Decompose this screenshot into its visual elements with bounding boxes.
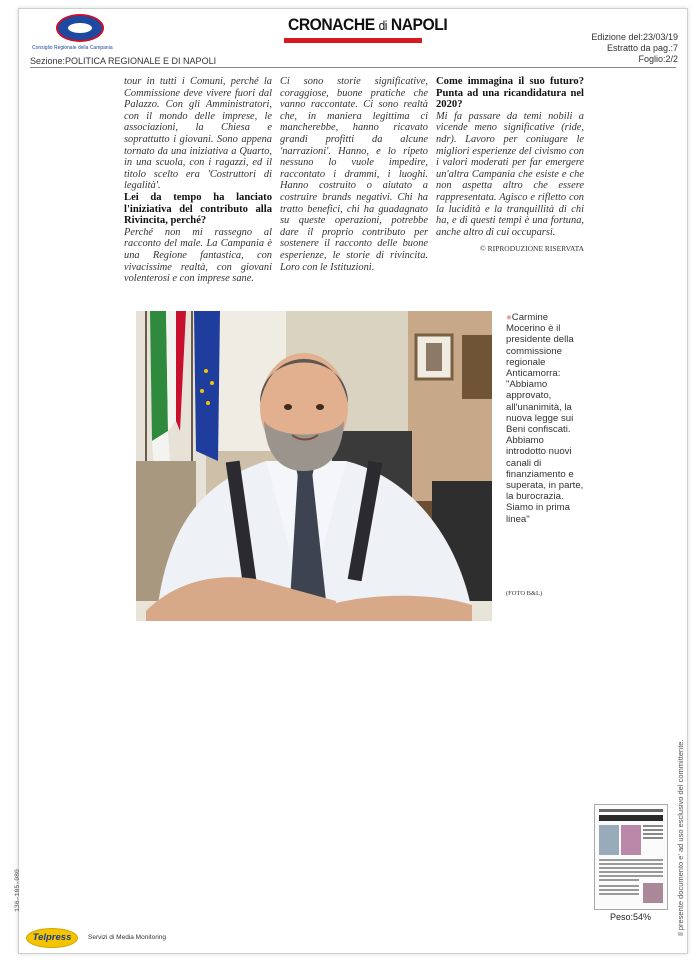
sheet-number: Foglio:2/2 — [638, 54, 678, 64]
masthead-city: NAPOLI — [390, 15, 448, 34]
section-label: Sezione:POLITICA REGIONALE E DI NAPOLI — [30, 56, 217, 66]
masthead-red-bar — [284, 38, 422, 43]
newspaper-masthead — [288, 15, 447, 35]
paragraph: Ci sono storie significative, coraggiose, buone pratiche che vanno raccontate. Ci sono realtà che, in maniera legittima ci mancherebbe, hanno ricavato grandi profitti da alcune 'narrazioni'. Hanno, e lo ripeto nessuno lo vuole impedire, raccontato i drammi, i luoghi. Hanno costruito o aiutato a costruire brands negativi. Chi ha tratto benefici, chi ha guadagnato su queste operazioni, potrebbe dare il proprio contributo per sostenere il racconto delle buone esperienze, le storie di rivincita. Loro con le Istituzioni. — [280, 76, 428, 273]
portrait-illustration — [136, 311, 492, 621]
edition-meta — [591, 32, 678, 65]
weight-percentage: Peso:54% — [610, 912, 652, 922]
document-code: 136-105-080 — [14, 869, 21, 912]
telpress-tagline: Servizi di Media Monitoring — [88, 934, 167, 941]
interview-question: Come immagina il suo futuro? Punta ad una ricandidatura nel 2020? — [436, 76, 584, 111]
paragraph: tour in tutti i Comuni, perché la Commissione deve vivere fuori dal Palazzo. Con gli Amministratori, con il mondo delle imprese, le associazioni, la Chiesa e soprattutto i giovani. Sono appena tornato da una iniziativa a Quarto, in una scuola, con i ragazzi, ed il titolo scelto era 'Costruttori di legalità'. — [124, 76, 272, 192]
edition-date: Edizione del:23/03/19 — [591, 32, 678, 42]
logo-caption: Consiglio Regionale della Campania — [32, 45, 113, 51]
telpress-logo: Telpress — [26, 928, 78, 948]
paragraph: Mi fa passare da temi nobili a vicende meno significative (ride, ndr). Lavoro per coniugare le migliori esperienze del civismo con i valori moderati per far emergere un'altra Campania che esiste e che non aspetta altro che essere rappresentata. Agisco e rifletto con la lucidità e la tranquillità di chi ha, e di questi tempi è una fortuna, anche altro di cui occuparsi. — [436, 110, 584, 238]
caption-bullet-icon: ● — [506, 312, 512, 323]
article-column-2 — [280, 76, 428, 273]
masthead-main: CRONACHE — [288, 15, 375, 34]
photo-credit: (FOTO B&L) — [506, 590, 543, 597]
regional-council-emblem-icon — [56, 14, 104, 42]
usage-notice: Il presente documento e' ad uso esclusivo del committente. — [676, 739, 685, 936]
thumbnail-illustration — [595, 805, 667, 909]
paragraph: Perché non mi rassegno al racconto del male. La Campania è una Regione fantastica, con vivacissime realtà, con giovani volenterosi e con imprese sane. — [124, 226, 272, 285]
interview-question: Lei da tempo ha lanciato l'iniziativa del contributo alla Rivincita, perché? — [124, 191, 272, 227]
page-thumbnail — [594, 804, 668, 910]
photo-caption — [506, 312, 586, 525]
portrait-photo — [136, 311, 492, 621]
extract-page: Estratto da pag.:7 — [606, 43, 678, 53]
header-divider — [30, 67, 676, 68]
caption-text: Carmine Mocerino è il presidente della commissione regionale Anticamorra: "Abbiamo approvato, all'unanimità, la nuova legge sui Beni confiscati. Abbiamo introdotto nuovi canali di finanziamento e superata, in parte, la burocrazia. Siamo in prima linea" — [506, 312, 584, 525]
masthead-di: di — [378, 18, 387, 33]
article-column-3 — [436, 76, 584, 255]
article-column-1 — [124, 76, 272, 285]
copyright-notice: © RIPRODUZIONE RISERVATA — [480, 244, 584, 254]
regional-council-logo — [30, 14, 140, 58]
